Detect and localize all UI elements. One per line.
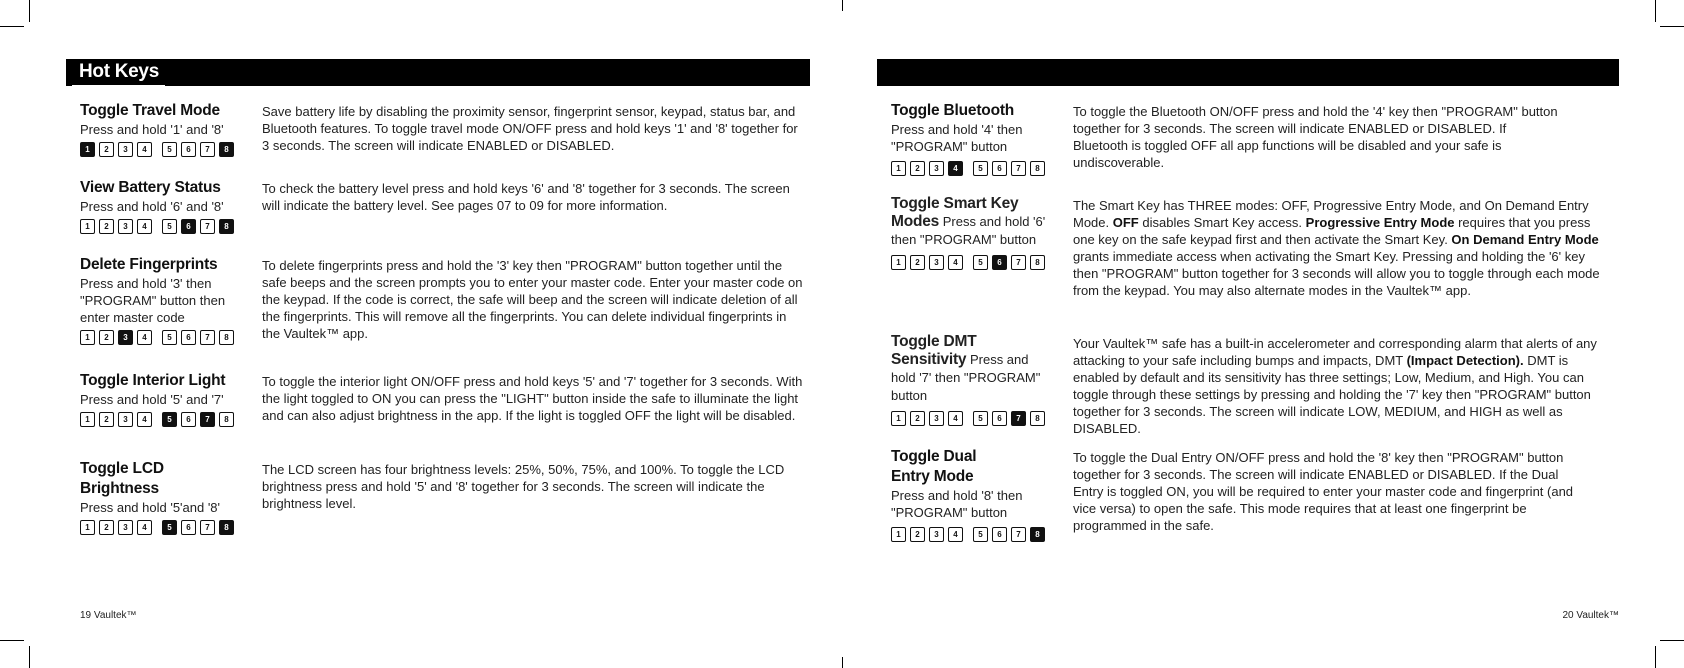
crop-mark [0, 640, 24, 641]
keypad-key-4: 4 [948, 255, 963, 270]
keypad-key-1: 1 [80, 330, 95, 345]
keypad-key-5: 5 [973, 161, 988, 176]
keypad-key-7: 7 [200, 330, 215, 345]
keypad-key-3-pressed: 3 [118, 330, 133, 345]
hotkey-description: Your Vaultek™ safe has a built-in accelerometer and corresponding alarm that alerts of any attacking to your safe including bumps and impacts, DMT (Impact Detection). DMT is enabled by default and its sensitivity has three settings; Low, Medium, and High. You can toggle through these settings by pressing and holding the '7' key then "PROGRAM" button together for 3 seconds. The screen will indicate LOW, MEDIUM, and HIGH as well as DISABLED. [1073, 336, 1597, 436]
keypad-key-1: 1 [891, 411, 906, 426]
keypad-key-6-pressed: 6 [181, 219, 196, 234]
hotkey-description: To toggle the Dual Entry ON/OFF press and hold the '8' key then "PROGRAM" button together for 3 seconds. The screen will indicate ENABLED or DISABLED. If the Dual Entry is toggled ON, you will be required to enter your master code and fingerprint (and vice versa) to open the safe. This mode requires that at least one fingerprint be programmed in the safe. [1073, 450, 1574, 533]
keypad-diagram [80, 410, 250, 428]
keypad-key-1: 1 [891, 527, 906, 542]
hotkey-title: Toggle Travel Mode [80, 102, 220, 119]
keypad-key-5-pressed: 5 [162, 412, 177, 427]
keypad-key-2: 2 [910, 411, 925, 426]
crop-mark [29, 646, 30, 668]
keypad-key-1: 1 [80, 520, 95, 535]
keypad-key-5: 5 [162, 142, 177, 157]
keypad-key-2: 2 [99, 142, 114, 157]
keypad-diagram [80, 518, 250, 536]
keypad-key-8: 8 [219, 412, 234, 427]
keypad-key-2: 2 [910, 255, 925, 270]
keypad-key-3: 3 [929, 161, 944, 176]
hotkey-instruction: Press and hold '6' then "PROGRAM" button [891, 214, 1046, 247]
crop-mark [1660, 26, 1684, 27]
hotkey-instruction: Press and hold '1' and '8' [80, 122, 224, 137]
keypad-key-3: 3 [929, 255, 944, 270]
keypad-key-8: 8 [219, 330, 234, 345]
keypad-key-8-pressed: 8 [219, 219, 234, 234]
keypad-key-4: 4 [137, 219, 152, 234]
keypad-diagram [891, 253, 1059, 271]
keypad-key-1: 1 [891, 255, 906, 270]
keypad-key-2: 2 [99, 412, 114, 427]
hotkey-title: Toggle Interior Light [80, 372, 226, 389]
keypad-key-8-pressed: 8 [219, 142, 234, 157]
keypad-key-1: 1 [80, 412, 95, 427]
keypad-key-7-pressed: 7 [1011, 411, 1026, 426]
hotkey-instruction: Press and hold '5'and '8' [80, 500, 221, 515]
keypad-key-2: 2 [910, 161, 925, 176]
keypad-key-7: 7 [1011, 255, 1026, 270]
keypad-key-3: 3 [929, 411, 944, 426]
hotkey-description: To delete fingerprints press and hold the '3' key then "PROGRAM" button together until the safe beeps and the screen prompts you to enter your master code. Enter your master code on the keypad. If the code is correct, the safe will beep and the screen will indicate deletion of all the fingerprints. This will remove all the fingerprints. You can delete individual fingerprints in the Vaultek™ app. [262, 258, 803, 341]
page-number: 19 Vaultek™ [80, 610, 137, 621]
keypad-key-6: 6 [992, 411, 1007, 426]
crop-mark [0, 26, 24, 27]
hotkey-description: Save battery life by disabling the proximity sensor, fingerprint sensor, keypad, status bar, and Bluetooth features. To toggle travel mode ON/OFF press and hold keys '1' and '8' together for 3 seconds. The screen will indicate ENABLED or DISABLED. [262, 104, 798, 153]
hotkey-instruction: Press and hold '3' then "PROGRAM" button then enter master code [80, 276, 226, 325]
keypad-key-3: 3 [929, 527, 944, 542]
keypad-key-2: 2 [910, 527, 925, 542]
keypad-key-5: 5 [162, 219, 177, 234]
section-title: Hot Keys [72, 61, 165, 83]
hotkey-instruction: Press and hold '5' and '7' [80, 392, 224, 407]
right-page [877, 59, 1619, 621]
keypad-key-4: 4 [137, 142, 152, 157]
keypad-key-6: 6 [181, 412, 196, 427]
keypad-key-2: 2 [99, 520, 114, 535]
keypad-diagram [80, 217, 250, 235]
keypad-diagram [80, 140, 250, 158]
keypad-key-8: 8 [1030, 255, 1045, 270]
keypad-key-4: 4 [137, 330, 152, 345]
keypad-key-3: 3 [118, 520, 133, 535]
keypad-key-1: 1 [80, 219, 95, 234]
page-number: 20 Vaultek™ [1562, 610, 1619, 621]
hotkey-instruction: Press and hold '7' then "PROGRAM" button [891, 352, 1041, 403]
hotkey-title: Toggle DMT Sensitivity [891, 333, 977, 368]
hotkey-instruction: Press and hold '8' then "PROGRAM" button [891, 488, 1023, 520]
keypad-key-3: 3 [118, 142, 133, 157]
keypad-key-2: 2 [99, 330, 114, 345]
hotkey-title: Toggle LCD Brightness [80, 460, 164, 497]
crop-mark [1655, 646, 1656, 668]
section-header-bar [877, 59, 1619, 86]
hotkey-title: Delete Fingerprints [80, 256, 218, 273]
keypad-key-5: 5 [973, 527, 988, 542]
keypad-key-6: 6 [181, 520, 196, 535]
keypad-key-8-pressed: 8 [219, 520, 234, 535]
keypad-key-5: 5 [973, 411, 988, 426]
keypad-key-5: 5 [973, 255, 988, 270]
keypad-key-2: 2 [99, 219, 114, 234]
crop-mark [1660, 640, 1684, 641]
keypad-key-7: 7 [200, 142, 215, 157]
keypad-key-1: 1 [891, 161, 906, 176]
keypad-key-1-pressed: 1 [80, 142, 95, 157]
crop-mark [842, 0, 843, 11]
keypad-key-6: 6 [992, 527, 1007, 542]
hotkey-description: The Smart Key has THREE modes: OFF, Progressive Entry Mode, and On Demand Entry Mode. OFF disables Smart Key access. Progressive Entry Mode requires that you press one key on the safe keypad first and then activate the Smart Key. On Demand Entry Mode grants immediate access when activating the Smart Key. Pressing and holding the '6' key then "PROGRAM" button together for 3 seconds will allow you to toggle through each mode from the keypad. You may also alternate modes in the Vaultek™ app. [1073, 198, 1600, 298]
keypad-key-4: 4 [948, 411, 963, 426]
keypad-key-7: 7 [200, 219, 215, 234]
hotkey-title: Toggle Smart Key Modes [891, 195, 1019, 230]
keypad-diagram [80, 328, 250, 346]
keypad-key-8-pressed: 8 [1030, 527, 1045, 542]
keypad-key-7: 7 [200, 520, 215, 535]
hotkey-description: To check the battery level press and hold keys '6' and '8' together for 3 seconds. The screen will indicate the battery level. See pages 07 to 09 for more information. [262, 181, 790, 213]
hotkey-title: Toggle Bluetooth [891, 102, 1015, 119]
section-header-bar [66, 59, 810, 86]
keypad-key-8: 8 [1030, 411, 1045, 426]
keypad-key-6-pressed: 6 [992, 255, 1007, 270]
keypad-key-4-pressed: 4 [948, 161, 963, 176]
keypad-key-6: 6 [181, 142, 196, 157]
hotkey-title: Toggle Dual Entry Mode [891, 448, 977, 485]
keypad-key-7: 7 [1011, 527, 1026, 542]
keypad-diagram [891, 159, 1061, 177]
keypad-key-3: 3 [118, 412, 133, 427]
hotkey-instruction: Press and hold '6' and '8' [80, 199, 224, 214]
hotkey-instruction: Press and hold '4' then "PROGRAM" button [891, 122, 1023, 154]
crop-mark [842, 657, 843, 668]
keypad-key-4: 4 [137, 412, 152, 427]
hotkey-description: To toggle the Bluetooth ON/OFF press and hold the '4' key then "PROGRAM" button together for 3 seconds. The screen will indicate ENABLED or DISABLED. If Bluetooth is toggled OFF all app functions will be disabled and your safe is undiscoverable. [1073, 104, 1558, 170]
hotkey-title: View Battery Status [80, 179, 221, 196]
crop-mark [29, 0, 30, 22]
keypad-key-7-pressed: 7 [200, 412, 215, 427]
keypad-diagram [891, 409, 1051, 427]
left-page [66, 59, 810, 621]
keypad-diagram [891, 525, 1061, 543]
keypad-key-5-pressed: 5 [162, 520, 177, 535]
hotkey-description: To toggle the interior light ON/OFF press and hold keys '5' and '7' together for 3 seconds. With the light toggled to ON you can press the "LIGHT" button inside the safe to illuminate the light and can also adjust brightness in the app. If the light is toggled OFF the light will be disabled. [262, 374, 803, 423]
keypad-key-8: 8 [1030, 161, 1045, 176]
keypad-key-6: 6 [181, 330, 196, 345]
keypad-key-7: 7 [1011, 161, 1026, 176]
crop-mark [1655, 0, 1656, 22]
hotkey-description: The LCD screen has four brightness levels: 25%, 50%, 75%, and 100%. To toggle the LCD brightness press and hold '5' and '8' together for 3 seconds. The screen will indicate the brightness level. [262, 462, 785, 511]
keypad-key-4: 4 [137, 520, 152, 535]
keypad-key-6: 6 [992, 161, 1007, 176]
keypad-key-4: 4 [948, 527, 963, 542]
keypad-key-3: 3 [118, 219, 133, 234]
keypad-key-5: 5 [162, 330, 177, 345]
